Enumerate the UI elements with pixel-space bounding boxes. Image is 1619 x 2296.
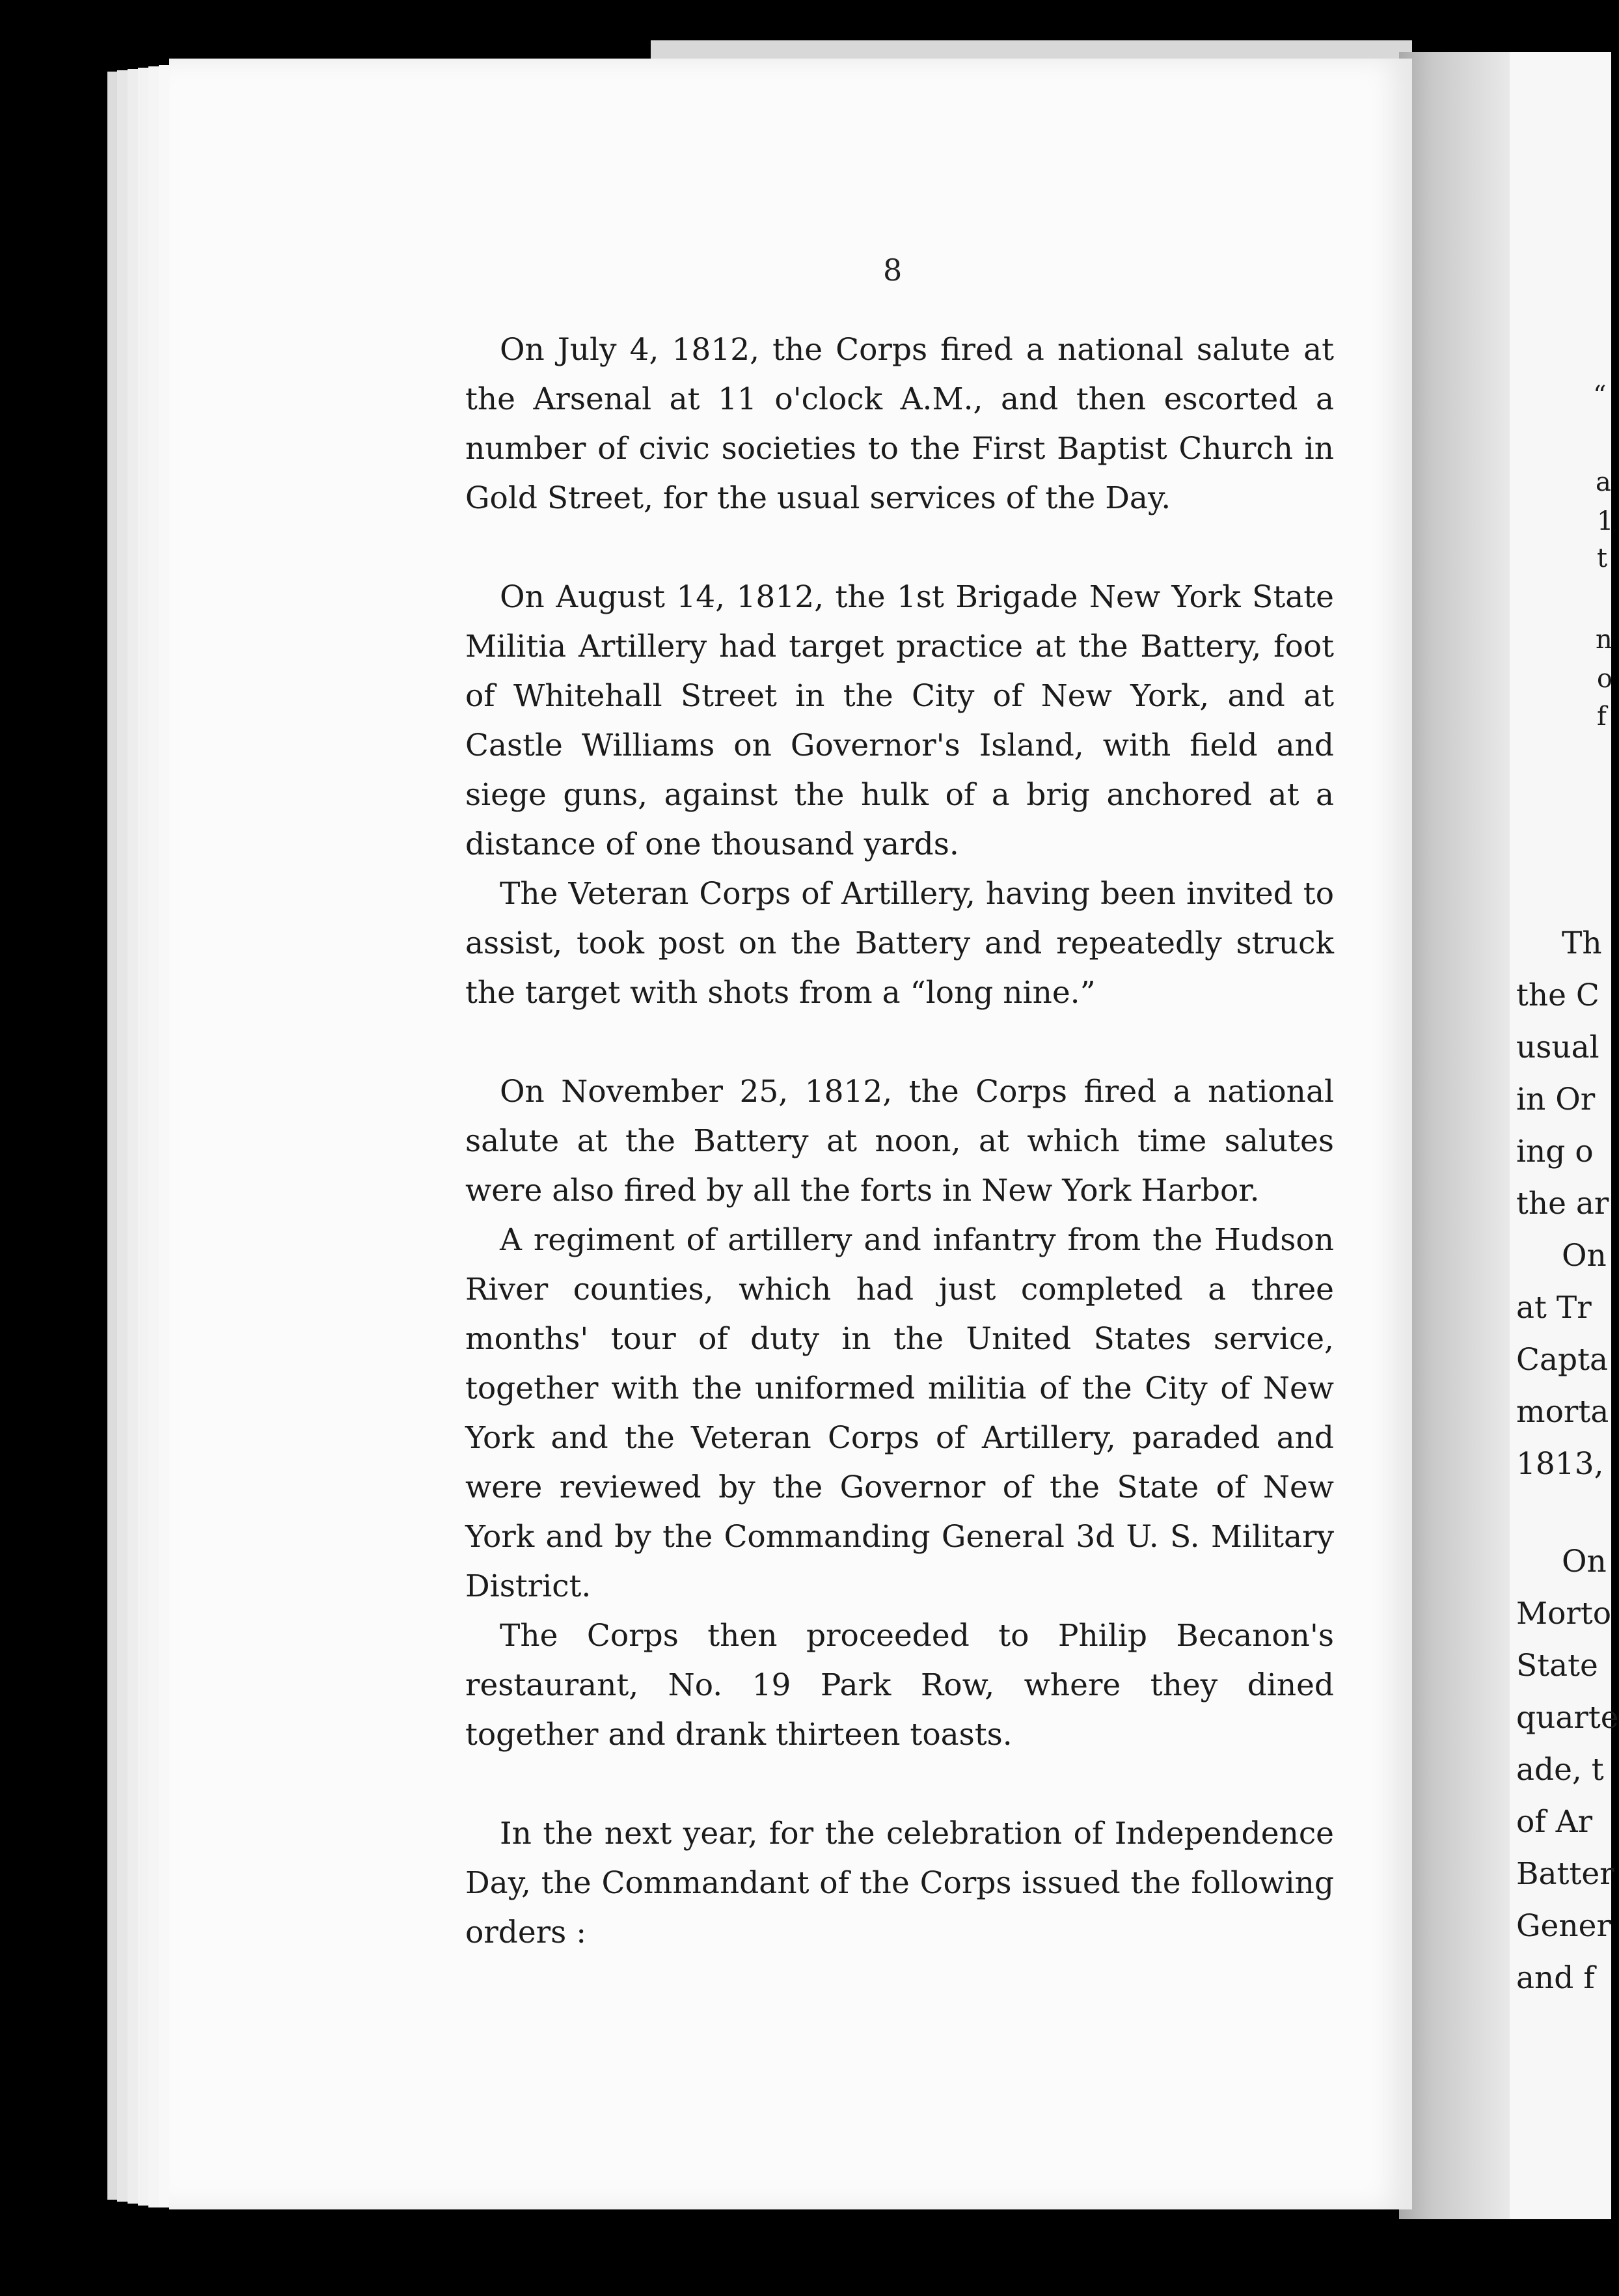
facing-fragment: “ [1593, 381, 1607, 411]
facing-line: in Or [1516, 1082, 1596, 1117]
facing-line: 1813, [1516, 1446, 1604, 1482]
facing-fragment: n [1596, 625, 1612, 655]
facing-fragment: t [1597, 543, 1608, 573]
facing-line: State [1516, 1648, 1598, 1684]
paragraph-regiment-review: A regiment of artillery and infantry from the Hudson River counties, which had just completed a three months' tour of duty in the United States service, together with the uniformed militia of the City of New York and the Veteran Corps of Artillery, paraded and were reviewed by the Governor of the State of New York and by the Commanding General 3d U. S. Military District. [465, 1222, 1334, 1604]
facing-line: Morto [1516, 1596, 1612, 1632]
paragraph-orders: In the next year, for the celebration of Independence Day, the Commandant of the Corps issued the following orders : [465, 1816, 1334, 1950]
facing-fragment: f [1597, 702, 1607, 731]
facing-line: Capta [1516, 1342, 1608, 1378]
facing-line: ing o [1516, 1134, 1594, 1169]
facing-line: quarte [1516, 1700, 1619, 1736]
facing-line: at Tr [1516, 1290, 1592, 1326]
paragraph-november-salute: On November 25, 1812, the Corps fired a national salute at the Battery at noon, at which time salutes were also fired by all the forts in New York Harbor. [465, 1074, 1334, 1209]
facing-line: the C [1516, 977, 1599, 1013]
paragraph-dinner: The Corps then proceeded to Philip Becanon's restaurant, No. 19 Park Row, where they dined together and drank thirteen toasts. [465, 1618, 1334, 1753]
facing-line: Th [1562, 925, 1602, 961]
facing-line: usual [1516, 1030, 1599, 1065]
facing-page-text [1516, 918, 1619, 2004]
paragraph-target-practice: On August 14, 1812, the 1st Brigade New York State Militia Artillery had target practice at the Battery, foot of Whitehall Street in the City of New York, and at Castle Williams on Governor's Island, with field and siege guns, against the hulk of a brig anchored at a distance of one thousand yards. [465, 579, 1334, 862]
facing-spacer [1516, 1490, 1607, 1536]
paragraph-july-salute: On July 4, 1812, the Corps fired a national salute at the Arsenal at 11 o'clock A.M., and then escorted a number of civic societies to the First Baptist Church in Gold Street, for the usual services of the Day. [465, 332, 1334, 516]
facing-line: and f [1516, 1960, 1595, 1996]
paragraph-veteran-corps: The Veteran Corps of Artillery, having been invited to assist, took post on the Battery and repeatedly struck the target with shots from a “long nine.” [465, 876, 1334, 1011]
facing-line: of Ar [1516, 1804, 1593, 1840]
facing-line: ade, t [1516, 1752, 1604, 1788]
page-body [465, 325, 1334, 1958]
facing-line: On [1562, 1544, 1607, 1579]
facing-line: Gener [1516, 1908, 1611, 1944]
facing-line: On [1562, 1238, 1607, 1274]
facing-fragment: a [1596, 467, 1611, 497]
facing-fragment: 1 [1597, 506, 1614, 536]
facing-line: Batter [1516, 1856, 1614, 1892]
facing-fragment: o [1597, 664, 1613, 694]
page-number: 8 [883, 253, 903, 288]
facing-line: the ar [1516, 1186, 1609, 1222]
facing-line: morta [1516, 1394, 1609, 1430]
book-gutter [1399, 52, 1510, 2219]
